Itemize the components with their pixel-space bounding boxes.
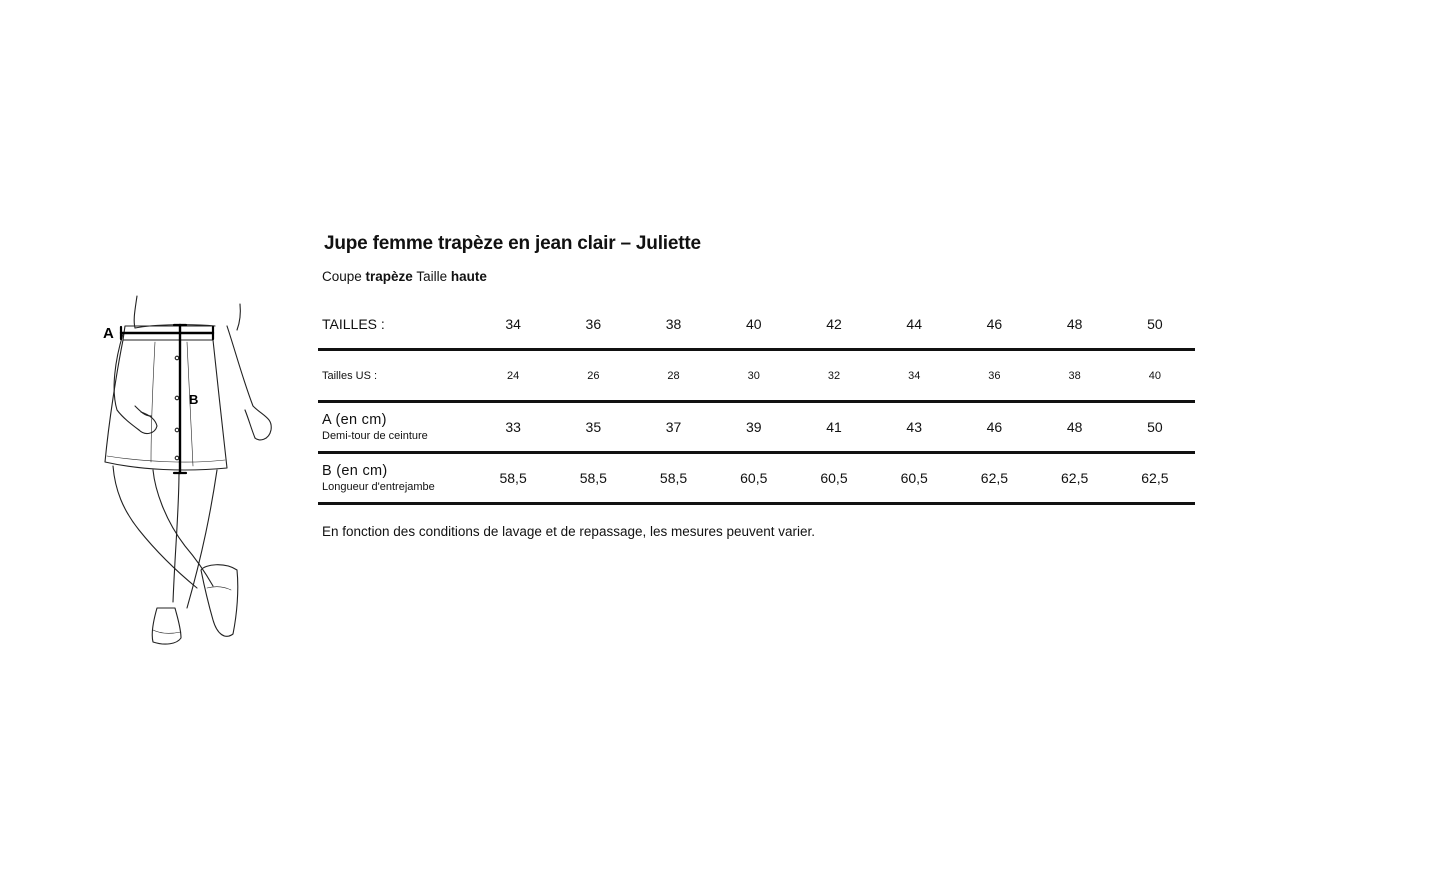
cut-description: Coupe trapèze Taille haute	[322, 269, 487, 284]
us-size-row	[318, 350, 1195, 402]
measurement-b-cell: 58,5	[499, 470, 527, 486]
waist-type: haute	[450, 269, 487, 284]
measurement-b-title: B (en cm)	[322, 462, 388, 479]
us-size-cell: 38	[1068, 369, 1081, 382]
measurement-a-description: Demi-tour de ceinture	[322, 429, 428, 442]
measurement-b-cell: 58,5	[659, 470, 688, 486]
measurement-a-cell: 37	[665, 419, 682, 435]
size-cell: 36	[585, 316, 602, 332]
us-size-cell: 30	[747, 369, 760, 382]
us-size-cell: 26	[587, 369, 600, 382]
measurement-a-cell: 50	[1147, 419, 1163, 435]
cut-type: trapèze	[365, 269, 413, 284]
measurement-a-cell: 39	[745, 419, 762, 435]
measurement-a-label	[318, 402, 473, 453]
size-cell: 50	[1147, 316, 1163, 332]
size-cell: 40	[745, 316, 762, 332]
size-cell: 38	[665, 316, 682, 332]
footnote: En fonction des conditions de lavage et de repassage, les mesures peuvent varier.	[322, 524, 816, 539]
measurement-b-cell: 62,5	[1061, 470, 1089, 486]
measurement-b-cell: 60,5	[900, 470, 928, 486]
size-cell: 44	[906, 316, 922, 332]
size-cell: 42	[826, 316, 842, 332]
measurement-b-cell: 60,5	[740, 470, 768, 486]
sizes-label: TAILLES :	[322, 316, 385, 332]
measurement-b-description: Longueur d'entrejambe	[322, 480, 435, 493]
measurement-row-a	[318, 402, 1195, 453]
us-size-cell: 32	[827, 369, 841, 382]
measurement-b-cell: 58,5	[579, 470, 607, 486]
us-sizes-label: Tailles US :	[322, 369, 378, 382]
skirt-model-illustration	[95, 290, 285, 655]
measure-label-a: A	[103, 325, 114, 342]
measurement-a-title: A (en cm)	[322, 411, 387, 428]
size-header-row	[318, 300, 1195, 350]
us-size-cell: 24	[506, 369, 520, 382]
measurement-a-cell: 46	[986, 419, 1003, 435]
measurement-b-label	[318, 453, 473, 504]
measurement-a-cell: 41	[826, 419, 842, 435]
page-title: Jupe femme trapèze en jean clair – Juliette	[324, 233, 701, 254]
measure-label-b: B	[189, 392, 199, 407]
size-cell: 46	[986, 316, 1003, 332]
size-cell: 48	[1066, 316, 1083, 332]
measurement-a-cell: 35	[585, 419, 602, 435]
us-size-cell: 34	[908, 369, 921, 382]
measurement-a-cell: 33	[505, 419, 521, 435]
measurement-row-b	[318, 453, 1195, 504]
measurement-a-cell: 43	[906, 419, 922, 435]
measurement-b-cell: 62,5	[1141, 470, 1169, 486]
size-cell: 34	[505, 316, 521, 332]
measurement-b-cell: 62,5	[980, 470, 1009, 486]
size-table	[318, 300, 1195, 505]
us-size-cell: 40	[1148, 369, 1161, 382]
us-size-cell: 28	[667, 369, 680, 382]
measurement-a-cell: 48	[1066, 419, 1083, 435]
us-size-cell: 36	[988, 369, 1001, 382]
measurement-b-cell: 60,5	[820, 470, 848, 486]
